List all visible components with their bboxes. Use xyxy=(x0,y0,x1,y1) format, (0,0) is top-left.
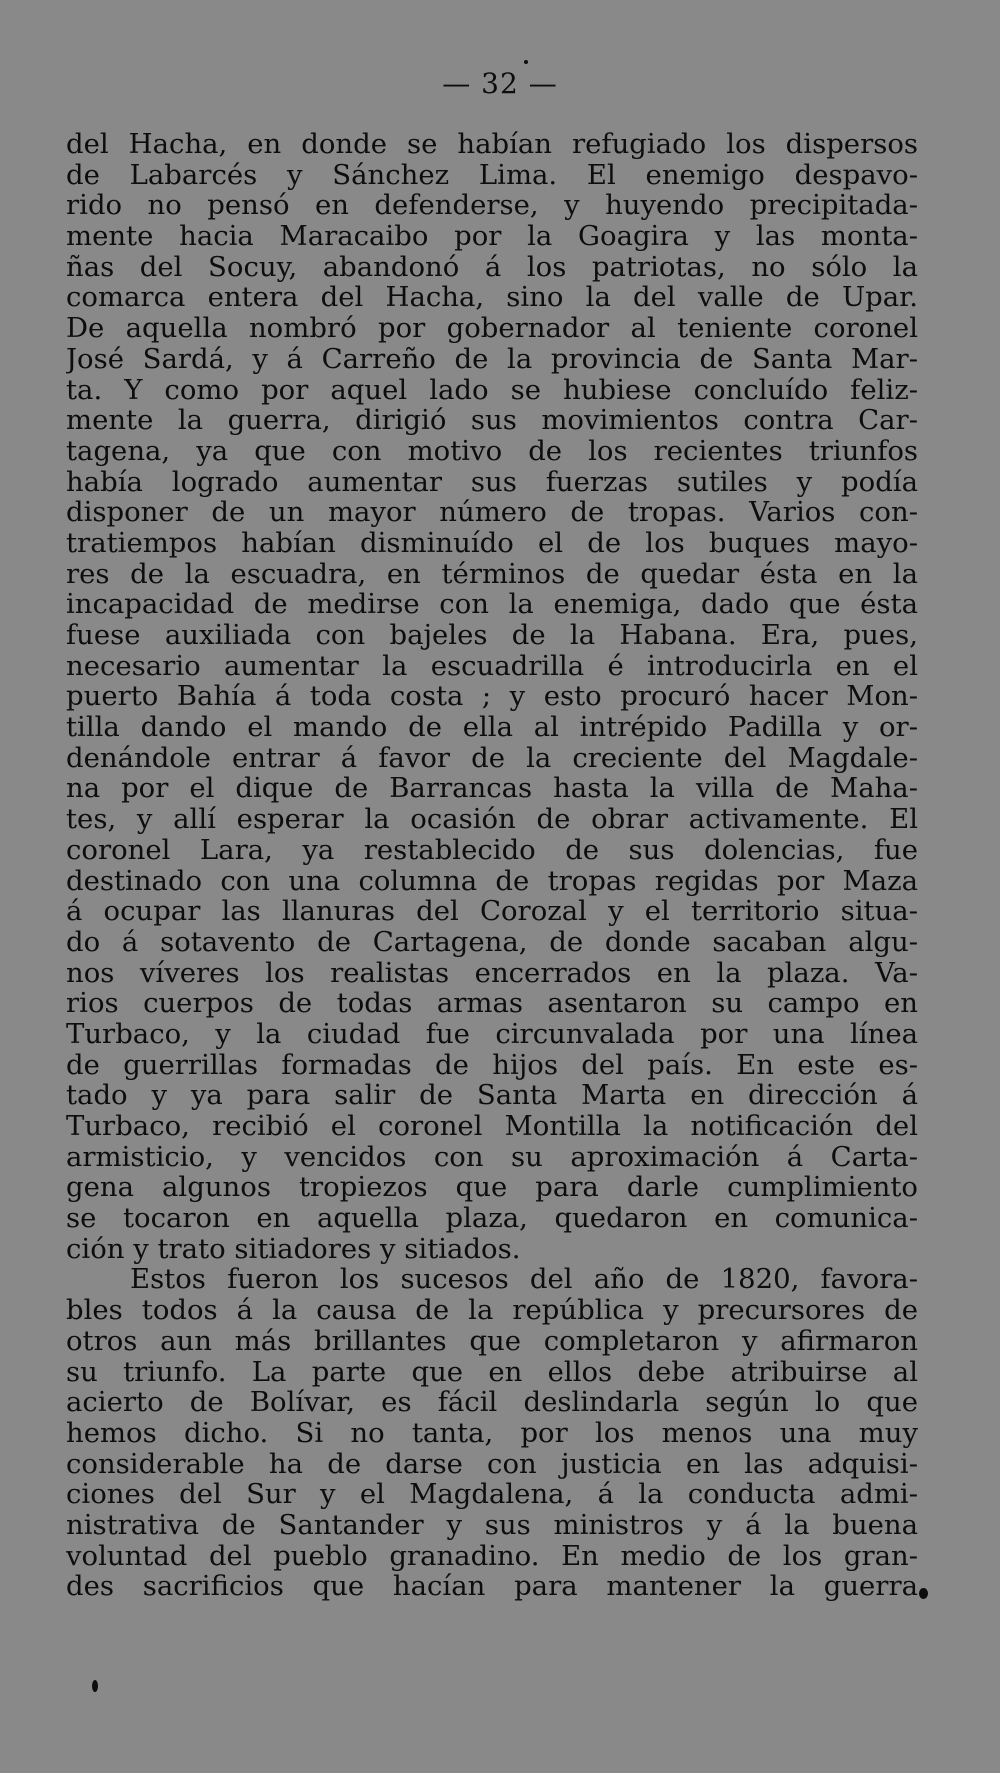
text-line: Turbaco, recibió el coronel Montilla la notificación del xyxy=(66,1111,918,1142)
text-line: coronel Lara, ya restablecido de sus dolencias, fue xyxy=(66,834,918,866)
text-line: se tocaron en aquella plaza, quedaron en comunica- xyxy=(66,1203,918,1234)
text-line: comarca entera del Hacha, sino la del valle de Upar. xyxy=(66,282,918,314)
text-line: ción y trato sitiadores y sitiados. xyxy=(66,1233,521,1265)
text-line: de guerrillas formadas de hijos del país. En este es- xyxy=(66,1049,918,1081)
text-line: De aquella nombró por gobernador al teniente coronel xyxy=(66,313,918,344)
text-line: tratiempos habían disminuído el de los buques mayo- xyxy=(66,527,918,559)
text-line: des sacrificios que hacían para mantener la guerra xyxy=(66,1571,918,1602)
text-line: armisticio, y vencidos con su aproximación á Carta- xyxy=(66,1141,918,1173)
text-line: denándole entrar á favor de la creciente del Magdale- xyxy=(66,742,918,774)
text-line: otros aun más brillantes que completaron y afirmaron xyxy=(66,1325,918,1357)
text-line: res de la escuadra, en términos de quedar ésta en la xyxy=(66,558,918,590)
ink-speck xyxy=(919,1588,928,1599)
text-line: ciones del Sur y el Magdalena, á la conducta admi- xyxy=(66,1479,918,1510)
text-line: voluntad del pueblo granadino. En medio de los gran- xyxy=(66,1540,918,1572)
body-text xyxy=(66,129,918,1602)
text-line: su triunfo. La parte que en ellos debe atribuirse al xyxy=(66,1356,918,1388)
text-line: acierto de Bolívar, es fácil deslindarla según lo que xyxy=(66,1387,918,1418)
text-line: puerto Bahía á toda costa ; y esto procuró hacer Mon- xyxy=(66,681,918,713)
ink-speck xyxy=(92,1680,98,1692)
text-line: destinado con una columna de tropas regidas por Maza xyxy=(66,865,918,897)
ink-speck xyxy=(524,60,528,64)
text-line: tilla dando el mando de ella al intrépido Padilla y or- xyxy=(66,712,918,743)
text-line: fuese auxiliada con bajeles de la Habana. Era, pues, xyxy=(66,620,918,651)
text-line: necesario aumentar la escuadrilla é introducirla en el xyxy=(66,650,918,682)
text-line: do á sotavento de Cartagena, de donde sacaban algu- xyxy=(66,926,918,958)
text-line: gena algunos tropiezos que para darle cumplimiento xyxy=(66,1172,918,1204)
text-line: había logrado aumentar sus fuerzas sutiles y podía xyxy=(66,466,918,498)
text-line: tagena, ya que con motivo de los recientes triunfos xyxy=(66,435,918,467)
text-line: ta. Y como por aquel lado se hubiese concluído feliz- xyxy=(66,374,918,406)
text-line: á ocupar las llanuras del Corozal y el territorio situa- xyxy=(66,896,918,927)
text-line: incapacidad de medirse con la enemiga, dado que ésta xyxy=(66,589,918,620)
text-line: tado y ya para salir de Santa Marta en dirección á xyxy=(66,1080,918,1111)
text-line: mente hacia Maracaibo por la Goagira y las monta- xyxy=(66,221,918,252)
text-line: tes, y allí esperar la ocasión de obrar activamente. El xyxy=(66,804,918,835)
text-line: Turbaco, y la ciudad fue circunvalada por una línea xyxy=(66,1018,918,1050)
text-line: Estos fueron los sucesos del año de 1820, favora- xyxy=(130,1264,918,1296)
text-line: de Labarcés y Sánchez Lima. El enemigo despavo- xyxy=(66,159,918,191)
text-line: nos víveres los realistas encerrados en la plaza. Va- xyxy=(66,957,918,989)
text-line: rido no pensó en defenderse, y huyendo precipitada- xyxy=(66,190,918,222)
text-line: bles todos á la causa de la república y precursores de xyxy=(66,1295,918,1326)
text-line: considerable ha de darse con justicia en las adquisi- xyxy=(66,1448,918,1480)
text-line: José Sardá, y á Carreño de la provincia de Santa Mar- xyxy=(66,343,918,375)
text-line: ñas del Socuy, abandonó á los patriotas, no sólo la xyxy=(66,251,918,283)
text-line: del Hacha, en donde se habían refugiado los dispersos xyxy=(66,129,918,160)
text-line: hemos dicho. Si no tanta, por los menos una muy xyxy=(66,1417,918,1449)
text-line: nistrativa de Santander y sus ministros y á la buena xyxy=(66,1509,918,1541)
text-line: mente la guerra, dirigió sus movimientos contra Car- xyxy=(66,405,918,436)
text-line: rios cuerpos de todas armas asentaron su campo en xyxy=(66,988,918,1019)
text-line: na por el dique de Barrancas hasta la villa de Maha- xyxy=(66,773,918,805)
text-line: disponer de un mayor número de tropas. Varios con- xyxy=(66,497,918,528)
page-number: — 32 — xyxy=(442,67,558,100)
